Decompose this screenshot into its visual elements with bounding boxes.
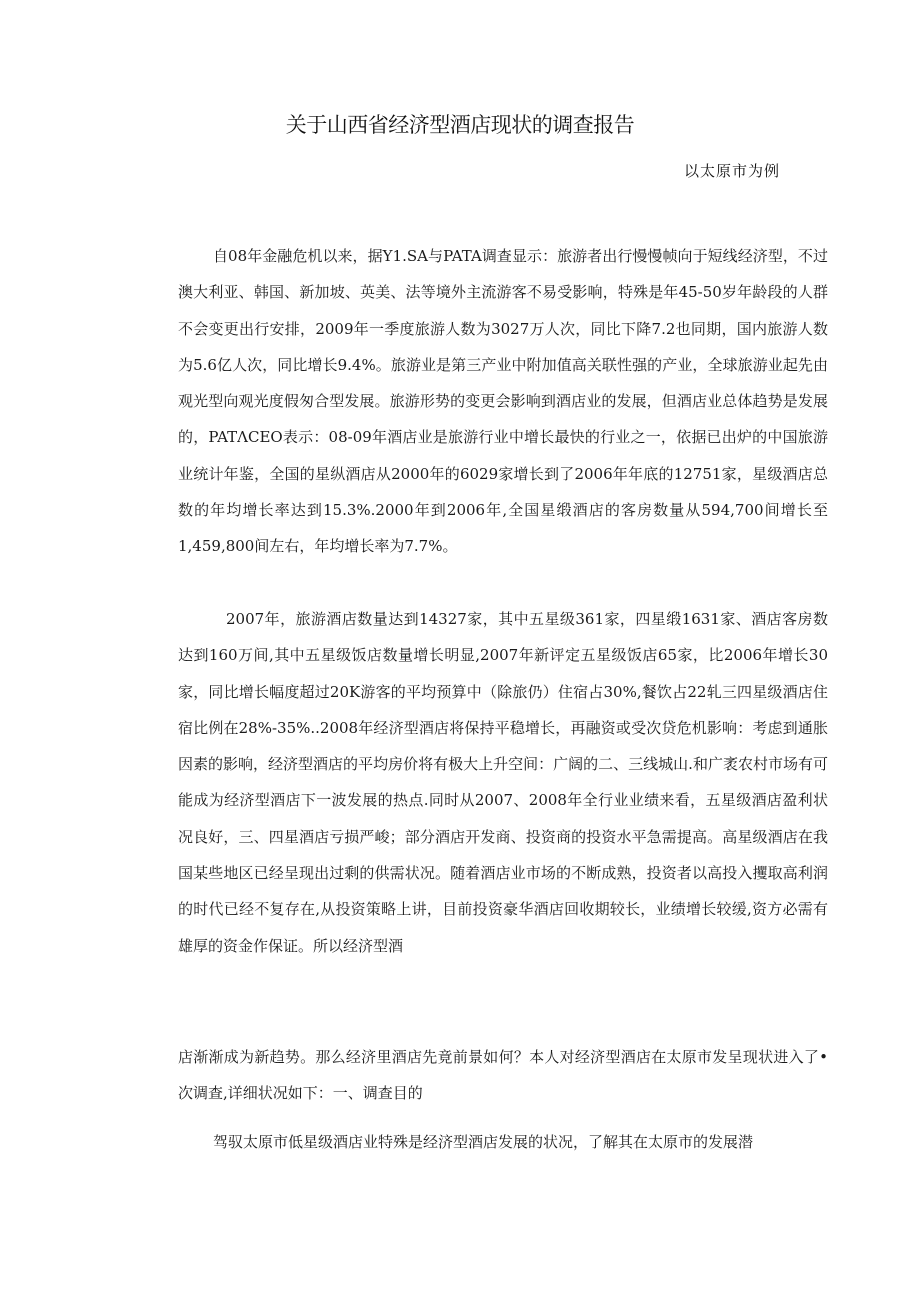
paragraph-financial-crisis: 自08年金融危机以来，据Y1.SA与PATA调查显示：旅游者出行慢慢帧向于短线经济型，不过澳大利亚、韩国、新加坡、英美、法等境外主流游客不易受影响，特殊是年45-50岁年龄段的人群不会变更出行安排，2009年一季度旅游人数为3027万人次，同比下降7.2也同期，国内旅游人数为5.6亿人次，同比增长9.4%。旅游业是第三产业中附加值高关联性强的产业，全球旅游业起先由观光型向观光度假匆合型发展。旅游形势的变更会影响到酒店业的发展，但酒店业总体趋势是发展的，PATΛCEO表示：08-09年酒店业是旅游行业中增长最快的行业之一，依据已出炉的中国旅游业统计年鉴，全国的星纵酒店从2000年的6029家增长到了2006年年底的12751家，星级酒店总数的年均增长率达到15.3%.2000年到2006年,全国星缎酒店的客房数量从594,700间增长至1,459,800间左右，年均增长率为7.7%。	[178, 247, 828, 556]
paragraph-survey-purpose: 驾驭太原市低星级酒店业特殊是经济型酒店发展的状况，了解其在太原市的发展潜	[213, 1133, 754, 1151]
paragraph-trend-continuation: 店渐渐成为新趋势。那么经济里酒店先竟前景如何？本人对经济型酒店在太原市发呈现状进入了•次调查,详细状况如下：一、调查目的	[178, 1048, 828, 1103]
document-title: 关于山西省经济型酒店现状的调查报告	[285, 113, 635, 137]
paragraph-hotel-statistics-2007: 2007年，旅游酒店数量达到14327家，其中五星级361家，四星缎1631家、酒店客房数达到160万间,其中五星级饭店数量增长明显,2007年新评定五星级饭店65家，比2006年增长30家，同比增长幅度超过20K游客的平均预算中（除旅仍）住宿占30%,餐饮占22轧三四星级酒店住宿比例在28%-35%..2008年经济型酒店将保持平稳增长，再融资或受次贷危机影响：考虑到通胀因素的影响，经济型酒店的平均房价将有极大上升空间：广阔的二、三线城山.和广袤农村市场有可能成为经济型酒店下一波发展的热点.同时从2007、2008年全行业业绩来看，五星级酒店盈利状况良好，三、四星酒店亏损严峻；部分酒店开发商、投资商的投资水平急需提高。高星级酒店在我国某些地区已经呈现出过剩的供需状况。随着酒店业市场的不断成熟，投资者以高投入攫取高利润的时代已经不复存在,从投资策略上讲，目前投资豪华酒店回收期较长，业绩增长较缓,资方必需有雄厚的资金作保证。所以经济型酒	[178, 610, 828, 955]
document-subtitle: 以太原市为例	[683, 162, 780, 180]
